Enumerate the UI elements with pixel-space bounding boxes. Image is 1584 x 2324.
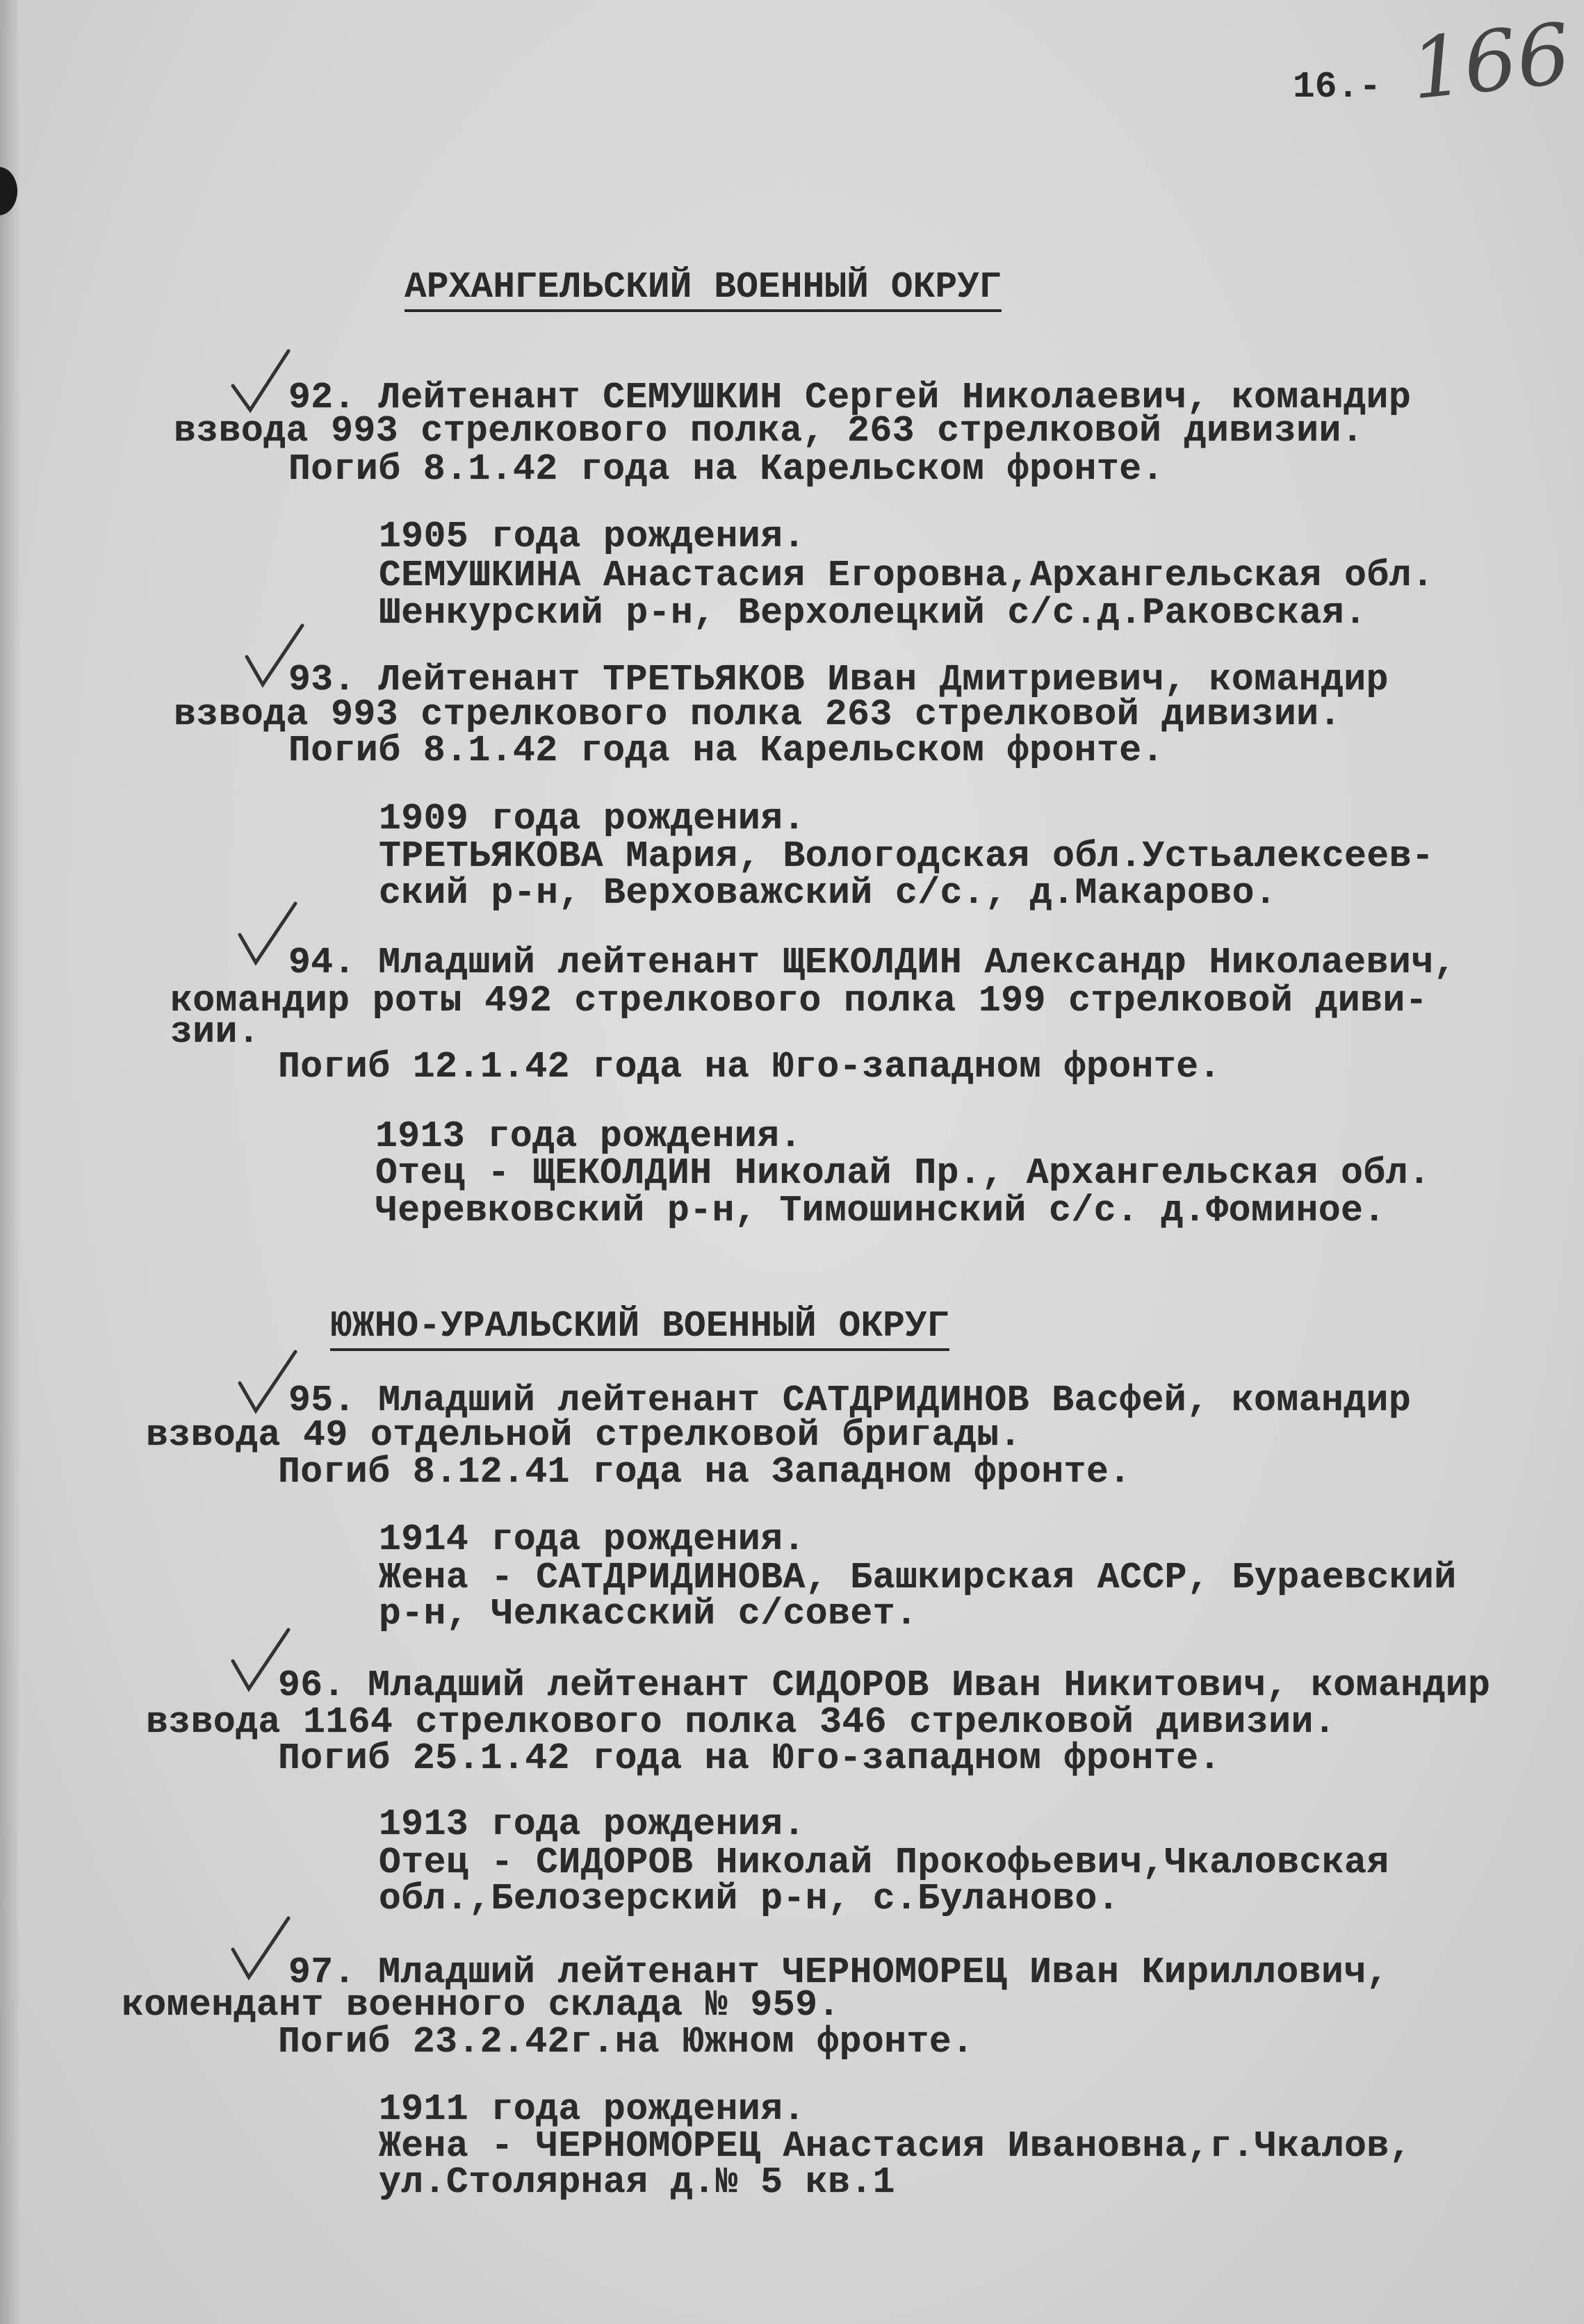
entry-detail: Отец - ЩЕКОЛДИН Николай Пр., Архангельская обл.: [375, 1152, 1431, 1194]
entry-detail: ТРЕТЬЯКОВА Мария, Вологодская обл.Устьалексеев-: [379, 835, 1435, 877]
entry-detail: Жена - ЧЕРНОМОРЕЦ Анастасия Ивановна,г.Чкалов,: [379, 2125, 1412, 2167]
archive-page-number: 166: [1406, 6, 1575, 119]
checkmark-icon: [229, 1918, 292, 1981]
entry-detail: 1909 года рождения.: [379, 798, 806, 840]
entry-line: Погиб 8.1.42 года на Карельском фронте.: [288, 448, 1164, 490]
entry-line: 92. Лейтенант СЕМУШКИН Сергей Николаевич, командир: [288, 377, 1412, 418]
entry-line: комендант военного склада № 959.: [122, 1984, 840, 2026]
entry-line: взвода 1164 стрелкового полка 346 стрелковой дивизии.: [146, 1701, 1337, 1743]
entry-detail: 1913 года рождения.: [375, 1115, 802, 1157]
entry-detail: 1914 года рождения.: [379, 1519, 806, 1560]
section-heading: ЮЖНО-УРАЛЬСКИЙ ВОЕННЫЙ ОКРУГ: [330, 1305, 949, 1351]
entry-line: Погиб 8.1.42 года на Карельском фронте.: [288, 730, 1164, 771]
page-edge-shadow: [0, 0, 21, 2324]
entry-line: взвода 49 отдельной стрелковой бригады.: [146, 1414, 1022, 1456]
entry-line: взвода 993 стрелкового полка 263 стрелковой дивизии.: [174, 694, 1341, 735]
entry-detail: ул.Столярная д.№ 5 кв.1: [379, 2161, 896, 2203]
entry-line: командир роты 492 стрелкового полка 199 стрелковой диви-: [170, 980, 1428, 1022]
entry-line: взвода 993 стрелкового полка, 263 стрелковой дивизии.: [174, 410, 1364, 452]
entry-detail: 1913 года рождения.: [379, 1803, 806, 1845]
entry-detail: Отец - СИДОРОВ Николай Прокофьевич,Чкаловская: [379, 1842, 1389, 1883]
entry-line: 95. Младший лейтенант САТДРИДИНОВ Васфей, командир: [288, 1380, 1412, 1421]
entry-detail: Черевковский р-н, Тимошинский с/с. д.Фоминое.: [375, 1190, 1386, 1231]
entry-detail: обл.,Белозерский р-н, с.Буланово.: [379, 1878, 1120, 1920]
entry-detail: Шенкурский р-н, Верхолецкий с/с.д.Раковская.: [379, 592, 1367, 634]
checkmark-icon: [229, 351, 292, 414]
entry-detail: 1905 года рождения.: [379, 516, 806, 557]
entry-line: 97. Младший лейтенант ЧЕРНОМОРЕЦ Иван Кириллович,: [288, 1951, 1389, 1993]
entry-line: 94. Младший лейтенант ЩЕКОЛДИН Александр Николаевич,: [288, 942, 1456, 983]
entry-line: Погиб 12.1.42 года на Юго-западном фронте.: [278, 1046, 1221, 1088]
entry-line: Погиб 23.2.42г.на Южном фронте.: [278, 2021, 974, 2063]
entry-detail: р-н, Челкасский с/совет.: [379, 1593, 918, 1635]
entry-line: 93. Лейтенант ТРЕТЬЯКОВ Иван Дмитриевич, командир: [288, 659, 1389, 701]
page-number: 16.-: [1293, 66, 1382, 108]
section-heading: АРХАНГЕЛЬСКИЙ ВОЕННЫЙ ОКРУГ: [405, 266, 1002, 312]
entry-line: Погиб 8.12.41 года на Западном фронте.: [278, 1451, 1132, 1493]
entry-detail: СЕМУШКИНА Анастасия Егоровна,Архангельская обл.: [379, 555, 1435, 596]
entry-line: 96. Младший лейтенант СИДОРОВ Иван Никитович, командир: [278, 1664, 1491, 1706]
entry-detail: ский р-н, Верховажский с/с., д.Макарово.: [379, 872, 1277, 914]
entry-detail: 1911 года рождения.: [379, 2088, 806, 2130]
entry-detail: Жена - САТДРИДИНОВА, Башкирская АССР, Бураевский: [379, 1557, 1457, 1598]
entry-line: Погиб 25.1.42 года на Юго-западном фронте.: [278, 1737, 1221, 1779]
entry-line: зии.: [170, 1011, 261, 1053]
